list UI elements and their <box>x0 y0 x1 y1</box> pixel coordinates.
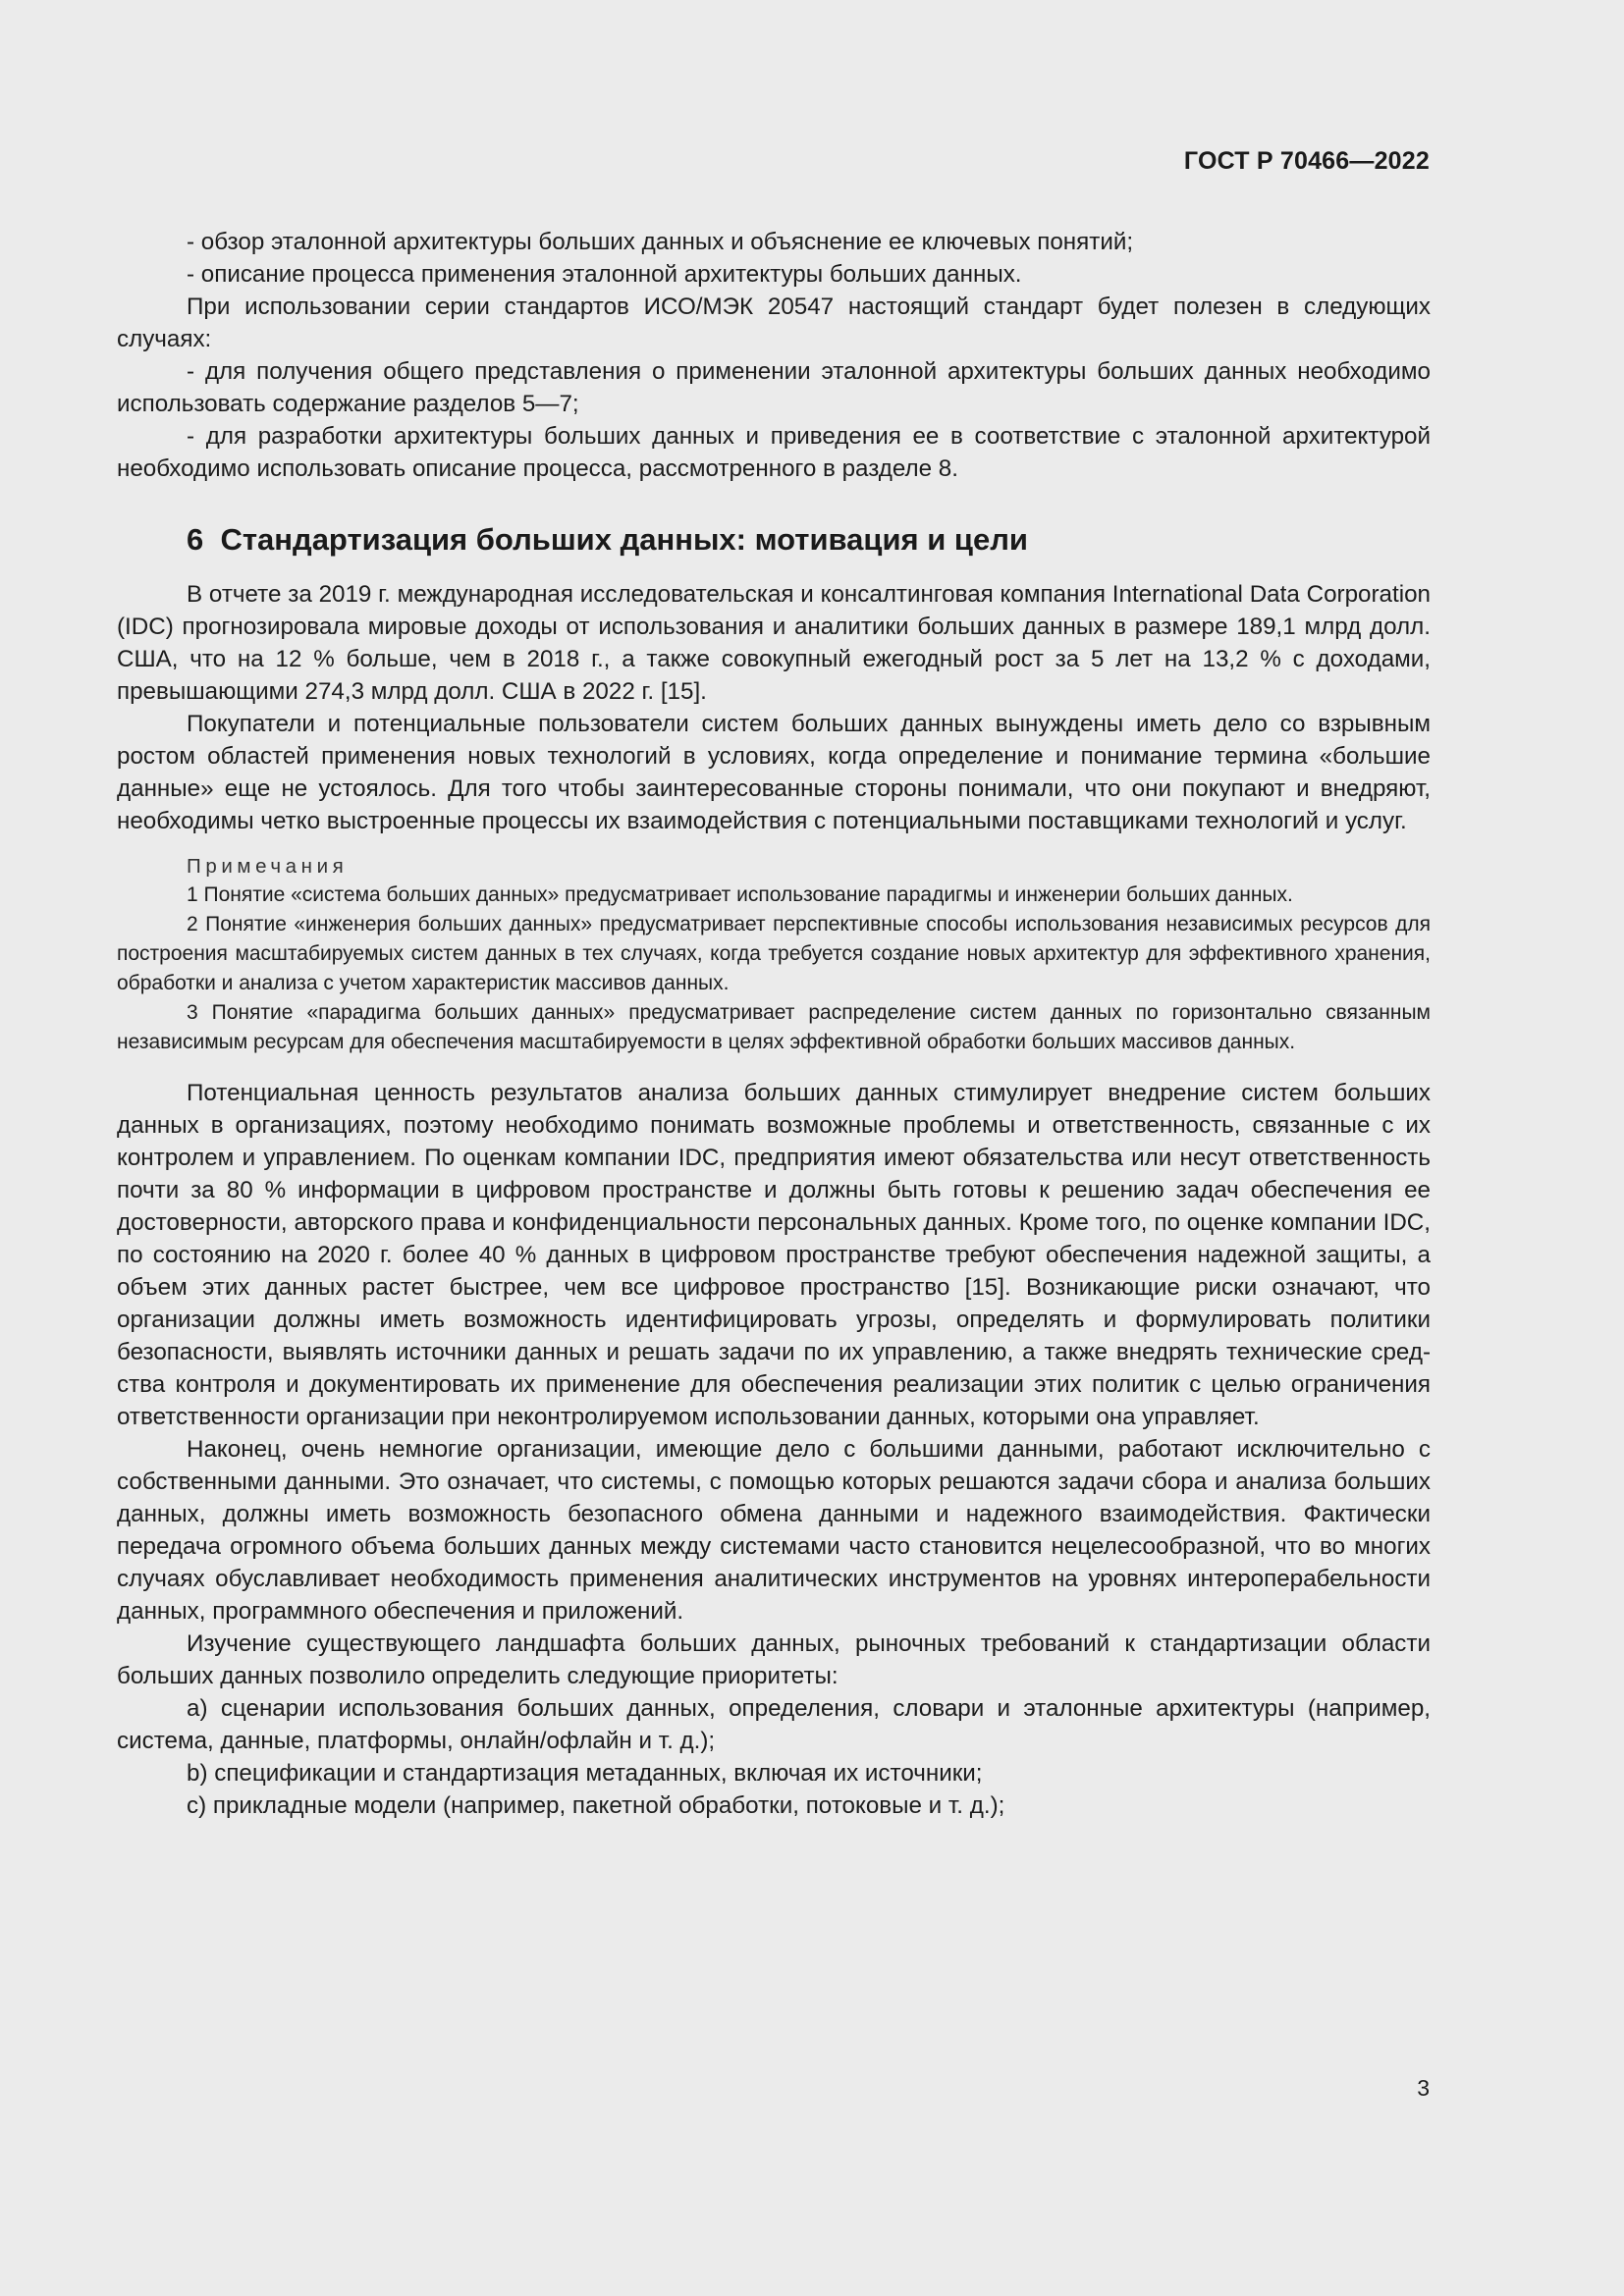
paragraph-priorities: Изучение существующего ландшафта больших данных, рыночных требований к стандартизации области больших данных позволило определить следующие приоритеты: <box>117 1630 1431 1689</box>
paragraph-interoperability: Наконец, очень немногие организации, имеющие дело с большими данными, работают исключительно с собственными данными. Это означает, что системы, с помощью которых решаются задачи сбора и анализа больших данных, должны иметь возможность безопасного обмена данными и надежного взаимодействия. Фактически передача огромного объема больших данных между системами часто становится нецелесообразной, что во многих случаях обуславливает необходимость применения аналитических инструментов на уровнях интероперабельности данных, программного обеспечения и приложений. <box>117 1436 1431 1625</box>
list-item-general-view: - для получения общего представления о применении эталонной архитектуры больших данных необходимо использовать содержание разделов 5—7; <box>117 358 1431 417</box>
priority-item-b: b) спецификации и стандартизация метаданных, включая их источники; <box>187 1760 983 1787</box>
list-item-architecture-development: - для разработки архитектуры больших данных и приведения ее в соответствие с эталонной архитектурой необходимо использовать описание процесса, рассмотренного в разделе 8. <box>117 423 1431 482</box>
notes-title: Примечания <box>187 855 349 878</box>
intro-paragraph: При использовании серии стандартов ИСО/МЭК 20547 настоящий стандарт будет полезен в следующих случаях: <box>117 294 1431 352</box>
note-1: 1 Понятие «система больших данных» предусматривает использование парадигмы и инженерии больших данных. <box>187 883 1293 906</box>
page-content <box>117 226 1431 1822</box>
priority-item-c: c) прикладные модели (например, пакетной обработки, потоковые и т. д.); <box>187 1792 1005 1819</box>
priority-item-a: а) сценарии использования больших данных, определения, словари и эталонные архитектуры (например, система, данные, платформы, онлайн/офлайн и т. д.); <box>117 1695 1431 1754</box>
note-2: 2 Понятие «инженерия больших данных» предусматривает перспективные способы использования независимых ресурсов для построения масштабируемых систем данных в тех случаях, когда требуется создание новых архитектур для эффективного хранения, обработки и анализа с учетом характеристик массивов данных. <box>117 913 1431 994</box>
section-heading <box>187 520 1431 560</box>
document-id-header: ГОСТ Р 70466—2022 <box>1183 147 1430 175</box>
paragraph-potential-value: Потенциальная ценность результатов анализа больших данных стимулирует внедрение систем больших данных в организациях, поэтому необходимо понимать возможные проблемы и ответственность, связанные с их контролем и управлением. По оценкам компании IDC, предприятия имеют обязательства или несут ответственность почти за 80 % информации в цифровом пространстве и должны быть готовы к решению задач обеспечения ее достоверности, авторского права и конфиденциальности персональных данных. Кроме того, по оценке компании IDC, по состоянию на 2020 г. более 40 % данных в цифровом пространстве требуют обеспечения надежной защиты, а объем этих данных растет быстрее, чем все цифровое пространство [15]. Возникающие риски означают, что организации должны иметь возможность идентифицировать угрозы, определять и формулировать политики безопасности, выявлять источники данных и решать задачи по их управлению, а также внедрять технические средства контроля и документировать их применение для обеспечения реализации этих политик с целью ограничения ответственности организации при неконтролируемом использовании данных, которыми она управляет. <box>117 1080 1431 1430</box>
section-number: 6 <box>187 522 204 557</box>
list-item-process: - описание процесса применения эталонной архитектуры больших данных. <box>187 261 1022 288</box>
paragraph-idc-forecast: В отчете за 2019 г. международная исследовательская и консалтинговая компания International Data Corporation (IDC) прогнозировала мировые доходы от использования и аналитики больших данных в размере 189,1 млрд долл. США, что на 12 % больше, чем в 2018 г., а также совокупный ежегодный рост за 5 лет на 13,2 % с доходами, превышающими 274,3 млрд долл. США в 2022 г. [15]. <box>117 581 1431 705</box>
section-title: Стандартизация больших данных: мотивация и цели <box>220 522 1028 557</box>
list-item-overview: - обзор эталонной архитектуры больших данных и объяснение ее ключевых понятий; <box>187 229 1134 255</box>
notes-block <box>117 853 1431 1057</box>
note-3: 3 Понятие «парадигма больших данных» предусматривает распределение систем данных по горизонтально связанным независимым ресурсам для обеспечения масштабируемости в целях эффективной обработки больших массивов данных. <box>117 1001 1431 1053</box>
page-number: 3 <box>1417 2075 1430 2101</box>
paragraph-buyers: Покупатели и потенциальные пользователи систем больших данных вынуждены иметь дело со взрывным ростом областей применения новых технологий в условиях, когда определение и понимание термина «большие данные» еще не устоялось. Для того чтобы заинтересованные стороны понимали, что они покупают и внедряют, необходимы четко выстроенные процессы их взаимодействия с потенциальными поставщиками технологий и услуг. <box>117 711 1431 834</box>
